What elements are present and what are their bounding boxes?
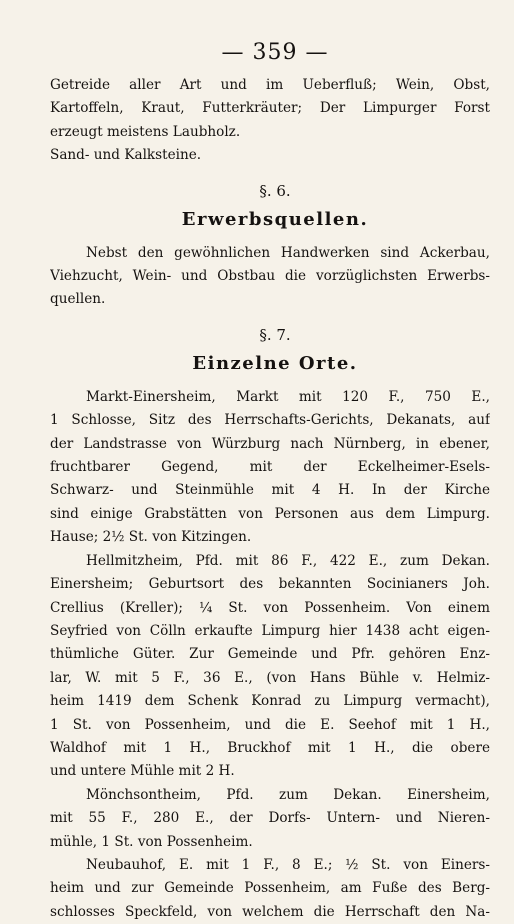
text-line: Mönchsontheim, Pfd. zum Dekan. Einersheim,: [86, 786, 490, 803]
text-line: 1 St. von Possenheim, und die E. Seehof mit 1 H.,: [50, 716, 490, 733]
text-line: Viehzucht, Wein- und Obstbau die vorzüglichsten Erwerbs-: [50, 268, 490, 285]
text-line: Waldhof mit 1 H., Bruckhof mit 1 H., die obere: [50, 739, 490, 756]
text-line: heim und zur Gemeinde Possenheim, am Fuße des Berg-: [50, 880, 490, 897]
text-line: Seyfried von Cölln erkaufte Limpurg hier 1438 acht eigen-: [50, 622, 490, 639]
section-title: Einzelne Orte.: [192, 352, 358, 374]
place-paragraph: [50, 854, 490, 924]
text-line: erzeugt meistens Laubholz.: [50, 123, 241, 140]
text-line: Hause; 2½ St. von Kitzingen.: [50, 529, 252, 546]
text-line: Kartoffeln, Kraut, Futterkräuter; Der Limpurger Forst: [50, 100, 490, 117]
section-title: Erwerbsquellen.: [181, 208, 369, 230]
text-line: Schwarz- und Steinmühle mit 4 H. In der Kirche: [50, 482, 490, 499]
text-line: fruchtbarer Gegend, mit der Eckelheimer-Esels-: [50, 459, 490, 476]
text-line: mit 55 F., 280 E., der Dorfs- Untern- und Nieren-: [50, 810, 490, 827]
text-line: der Landstrasse von Würzburg nach Nürnberg, in ebener,: [50, 435, 490, 452]
text-line: thümliche Güter. Zur Gemeinde und Pfr. gehören Enz-: [50, 646, 490, 663]
text-line: Sand- und Kalksteine.: [50, 147, 202, 164]
text-line: Hellmitzheim, Pfd. mit 86 F., 422 E., zum Dekan.: [86, 552, 490, 569]
text-line: und untere Mühle mit 2 H.: [50, 763, 235, 780]
intro-paragraph: [50, 74, 490, 168]
text-line: Markt-Einersheim, Markt mit 120 F., 750 E.,: [86, 388, 490, 405]
text-line: mühle, 1 St. von Possenheim.: [50, 833, 253, 850]
text-line: quellen.: [50, 291, 106, 308]
text-line: heim 1419 dem Schenk Konrad zu Limpurg vermacht),: [50, 693, 490, 710]
text-line: sind einige Grabstätten von Personen aus dem Limpurg.: [50, 505, 490, 522]
text-line: lar, W. mit 5 F., 36 E., (von Hans Bühle v. Helmiz-: [50, 669, 490, 686]
page-number: — 359 —: [221, 40, 329, 65]
place-paragraph: [50, 550, 490, 784]
text-line: schlosses Speckfeld, von welchem die Herrschaft den Na-: [50, 903, 490, 920]
text-line: Getreide aller Art und im Ueberfluß; Wein, Obst,: [50, 77, 490, 93]
place-paragraph: [50, 784, 490, 854]
section-number: §. 7.: [259, 325, 291, 344]
section-paragraph: [50, 242, 490, 312]
text-line: Neubauhof, E. mit 1 F., 8 E.; ½ St. von Einers-: [86, 856, 490, 873]
place-paragraph: [50, 386, 490, 550]
text-line: Einersheim; Geburtsort des bekannten Socinianers Joh.: [50, 576, 490, 593]
section-number: §. 6.: [259, 181, 291, 200]
text-line: Nebst den gewöhnlichen Handwerken sind Ackerbau,: [86, 244, 490, 261]
text-line: Crellius (Kreller); ¼ St. von Possenheim. Von einem: [50, 599, 490, 616]
text-line: 1 Schlosse, Sitz des Herrschafts-Gerichts, Dekanats, auf: [50, 412, 490, 429]
